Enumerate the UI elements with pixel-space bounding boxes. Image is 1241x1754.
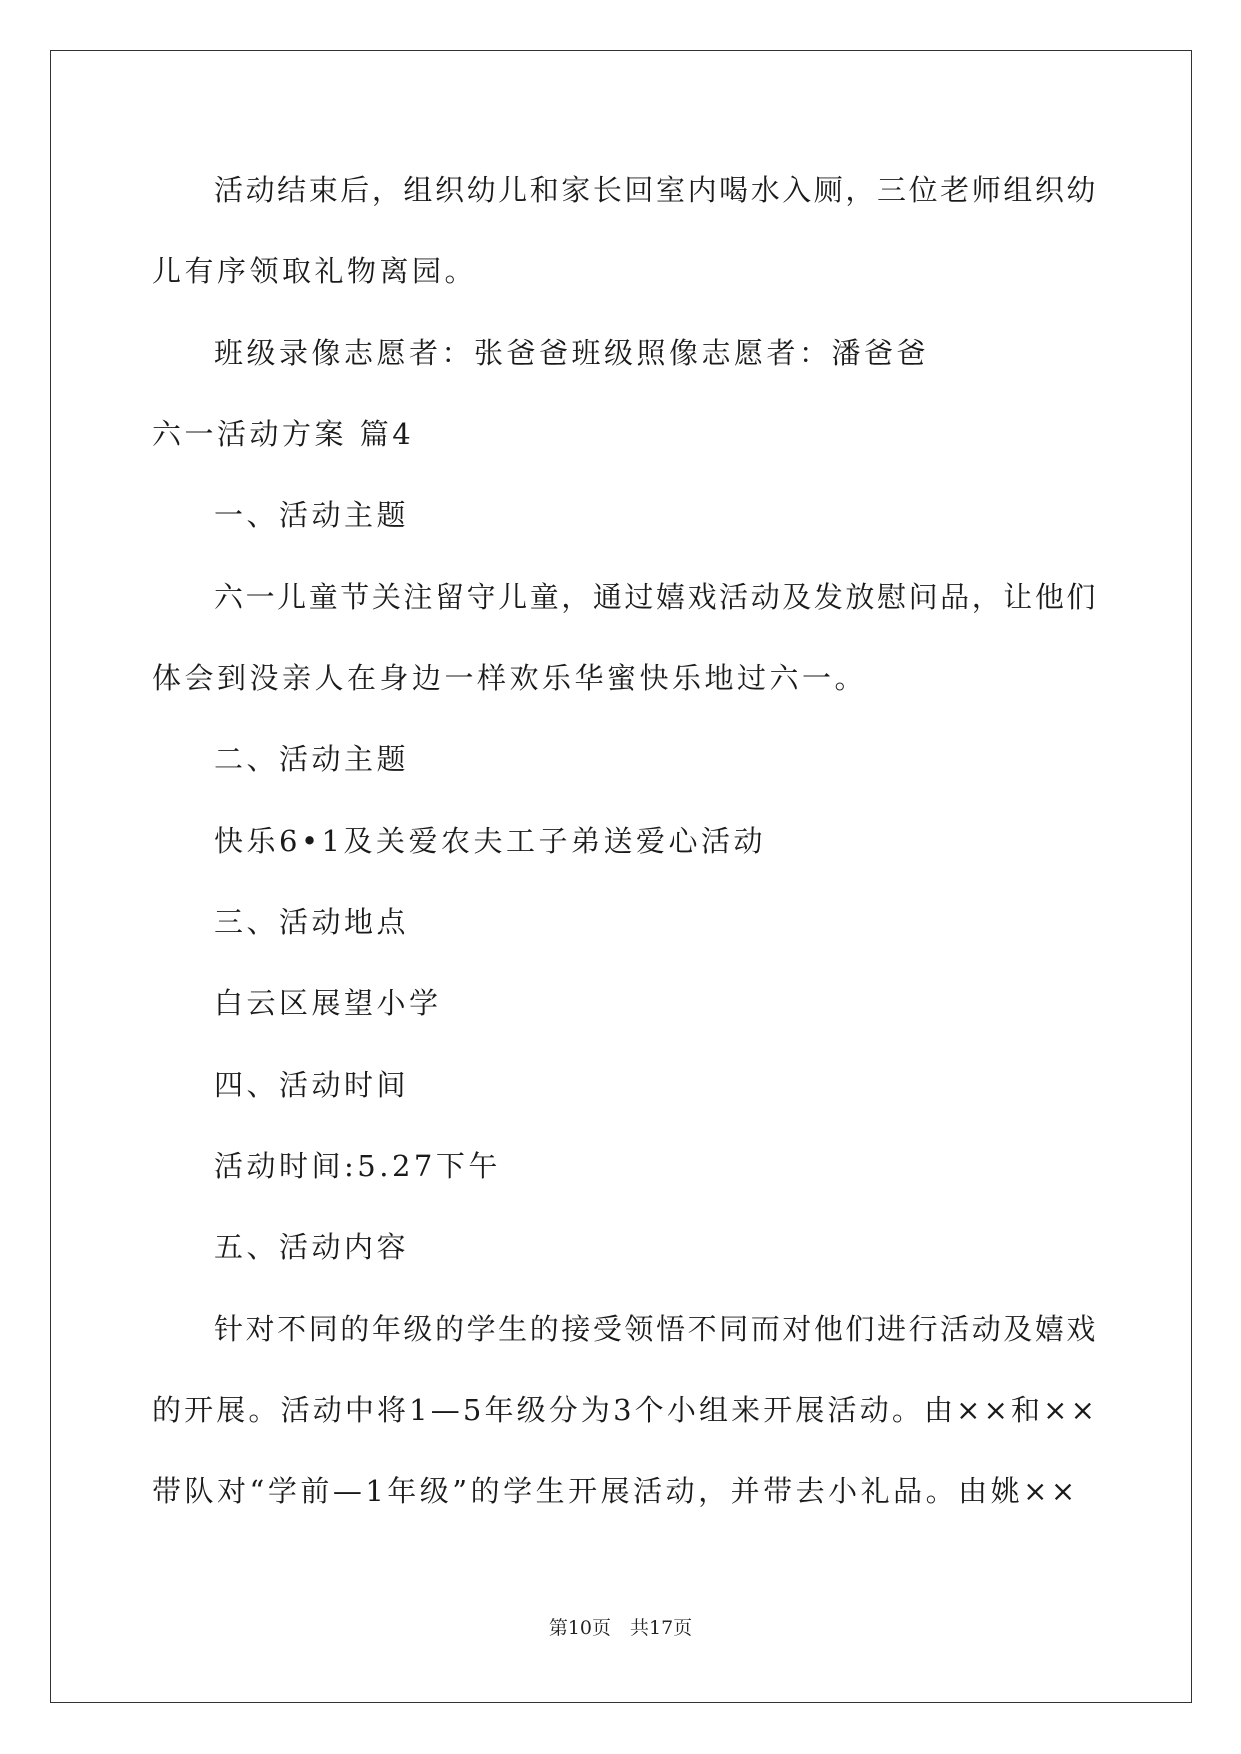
paragraph-line: 六一儿童节关注留守儿童，通过嬉戏活动及发放慰问品，让他们 — [214, 580, 1099, 614]
subheading: 三、活动地点 — [214, 905, 410, 939]
paragraph-line: 针对不同的年级的学生的接受领悟不同而对他们进行活动及嬉戏 — [214, 1312, 1099, 1346]
paragraph-line: 快乐6•1及关爱农夫工子弟送爱心活动 — [214, 824, 767, 858]
subheading: 四、活动时间 — [214, 1068, 410, 1102]
paragraph-line: 班级录像志愿者：张爸爸班级照像志愿者：潘爸爸 — [214, 336, 930, 370]
paragraph-line: 带队对“学前—1年级”的学生开展活动，并带去小礼品。由姚×× — [152, 1474, 1079, 1508]
page-border — [50, 50, 1192, 1703]
paragraph-line: 儿有序领取礼物离园。 — [152, 254, 478, 288]
subheading: 一、活动主题 — [214, 498, 410, 532]
page-number: 第10页 共17页 — [548, 1617, 693, 1639]
subheading: 二、活动主题 — [214, 742, 410, 776]
subheading: 五、活动内容 — [214, 1230, 410, 1264]
section-heading: 六一活动方案 篇4 — [152, 417, 415, 451]
paragraph-line: 白云区展望小学 — [214, 986, 442, 1020]
paragraph-line: 活动结束后，组织幼儿和家长回室内喝水入厕，三位老师组织幼 — [214, 173, 1099, 207]
paragraph-line: 体会到没亲人在身边一样欢乐华蜜快乐地过六一。 — [152, 661, 868, 695]
paragraph-line: 活动时间:5.27下午 — [214, 1149, 501, 1183]
paragraph-line: 的开展。活动中将1—5年级分为3个小组来开展活动。由××和×× — [152, 1393, 1099, 1427]
